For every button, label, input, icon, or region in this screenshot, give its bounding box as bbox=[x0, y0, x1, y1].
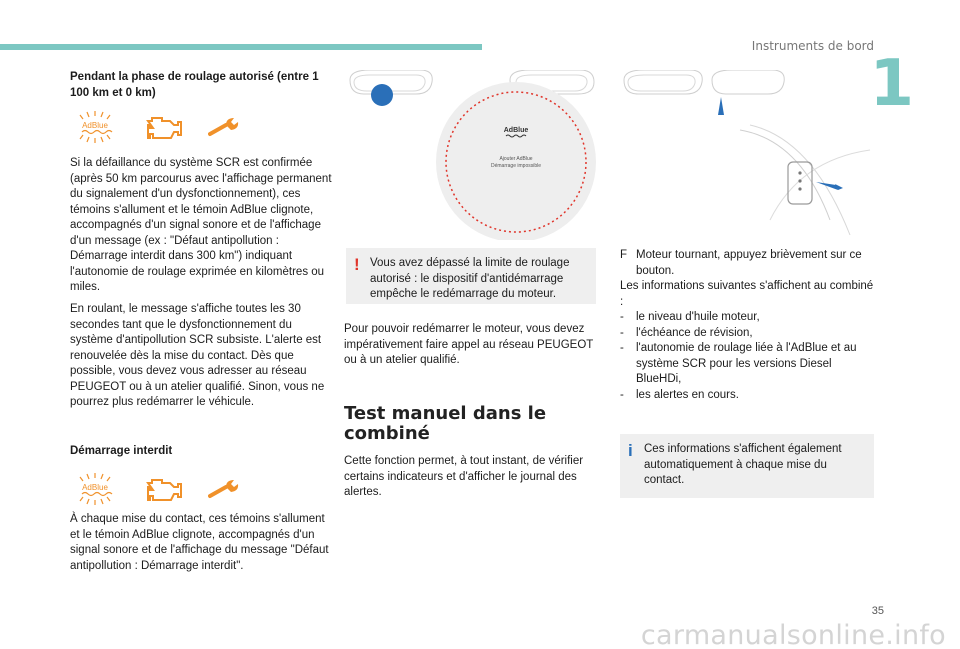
start-prohibited-heading: Démarrage interdit bbox=[70, 445, 173, 457]
warning-note-box bbox=[346, 248, 596, 304]
info-list bbox=[620, 310, 874, 403]
wrench-warning-icon bbox=[208, 116, 242, 138]
wrench-warning-icon bbox=[208, 478, 242, 500]
engine-warning-icon bbox=[144, 475, 184, 503]
page-number: 35 bbox=[871, 605, 884, 617]
display-message-line2: Démarrage impossible bbox=[490, 163, 542, 169]
steering-button-illustration bbox=[620, 70, 874, 240]
restart-paragraph: Pour pouvoir redémarrer le moteur, vous devez impérativement faire appel au réseau PEUGEOT ou à un atelier qualifié. bbox=[344, 323, 594, 366]
instrument-cluster-illustration bbox=[346, 70, 596, 240]
warning-icons-row-2 bbox=[70, 472, 242, 506]
step-instruction bbox=[620, 248, 874, 279]
adblue-warning-icon bbox=[70, 472, 120, 506]
list-item: - les alertes en cours. bbox=[620, 388, 874, 404]
adblue-warning-icon bbox=[70, 110, 120, 144]
scr-failure-paragraph: Si la défaillance du système SCR est confirmée (après 50 km parcourus avec l'affichage permanent du signalement d'un dysfonctionnement), ces témoins s'allument et le témoin AdBlue clignote, accompagnés d'un signal sonore et de l'affichage d'un message (ex : "Défaut antipollution : Démarrage interdit dans 300 km") indiquant l'autonomie de roulage exprimée en kilomètres ou miles. bbox=[70, 157, 332, 293]
header-accent-bar bbox=[0, 44, 482, 50]
arrow-icon: F bbox=[620, 249, 628, 261]
info-icon: i bbox=[628, 441, 633, 460]
list-item: - l'échéance de révision, bbox=[620, 326, 874, 342]
svg-text:AdBlue: AdBlue bbox=[82, 121, 108, 130]
step-text: Moteur tournant, appuyez brièvement sur ce bouton. bbox=[636, 249, 862, 277]
driving-message-paragraph: En roulant, le message s'affiche toutes les 30 secondes tant que le dysfonctionnement du système d'antipollution SCR subsiste. L'alerte est renouvelée dès la mise du contact. Dès que possible, vous devez vous adresser au réseau PEUGEOT ou à un atelier qualifié. Sinon, vous ne pourrez plus redémarrer le véhicule. bbox=[70, 303, 325, 408]
warning-note-text: Vous avez dépassé la limite de roulage autorisé : le dispositif d'antidémarrage empêche le redémarrage du moteur. bbox=[370, 257, 570, 300]
phase-heading: Pendant la phase de roulage autorisé (entre 1 100 km et 0 km) bbox=[70, 71, 319, 99]
display-brand-label: AdBlue bbox=[503, 127, 529, 134]
list-item: - l'autonomie de roulage liée à l'AdBlue et au système SCR pour les versions Diesel BlueHDi, bbox=[620, 341, 874, 388]
ignition-paragraph: À chaque mise du contact, ces témoins s'allument et le témoin AdBlue clignote, accompagnés d'un signal sonore et de l'affichage du message "Défaut antipollution : Démarrage interdit". bbox=[70, 513, 329, 572]
info-note-box bbox=[620, 434, 874, 498]
manual-test-paragraph: Cette fonction permet, à tout instant, de vérifier certains indicateurs et d'afficher le journal des alertes. bbox=[344, 455, 584, 498]
watermark: carmanualsonline.info bbox=[640, 620, 946, 649]
display-message-line1: Ajouter AdBlue bbox=[499, 156, 533, 162]
svg-text:AdBlue: AdBlue bbox=[82, 483, 108, 492]
section-title-header: Instruments de bord bbox=[751, 39, 874, 53]
info-note-text: Ces informations s'affichent également automatiquement à chaque mise du contact. bbox=[644, 443, 842, 486]
engine-warning-icon bbox=[144, 113, 184, 141]
warning-mark-icon: ! bbox=[354, 255, 360, 274]
info-intro: Les informations suivantes s'affichent au combiné : bbox=[620, 280, 874, 308]
chapter-number: 1 bbox=[869, 47, 914, 121]
warning-icons-row bbox=[70, 110, 242, 144]
list-item: - le niveau d'huile moteur, bbox=[620, 310, 874, 326]
manual-test-section-title: Test manuel dans le combiné bbox=[344, 403, 547, 444]
